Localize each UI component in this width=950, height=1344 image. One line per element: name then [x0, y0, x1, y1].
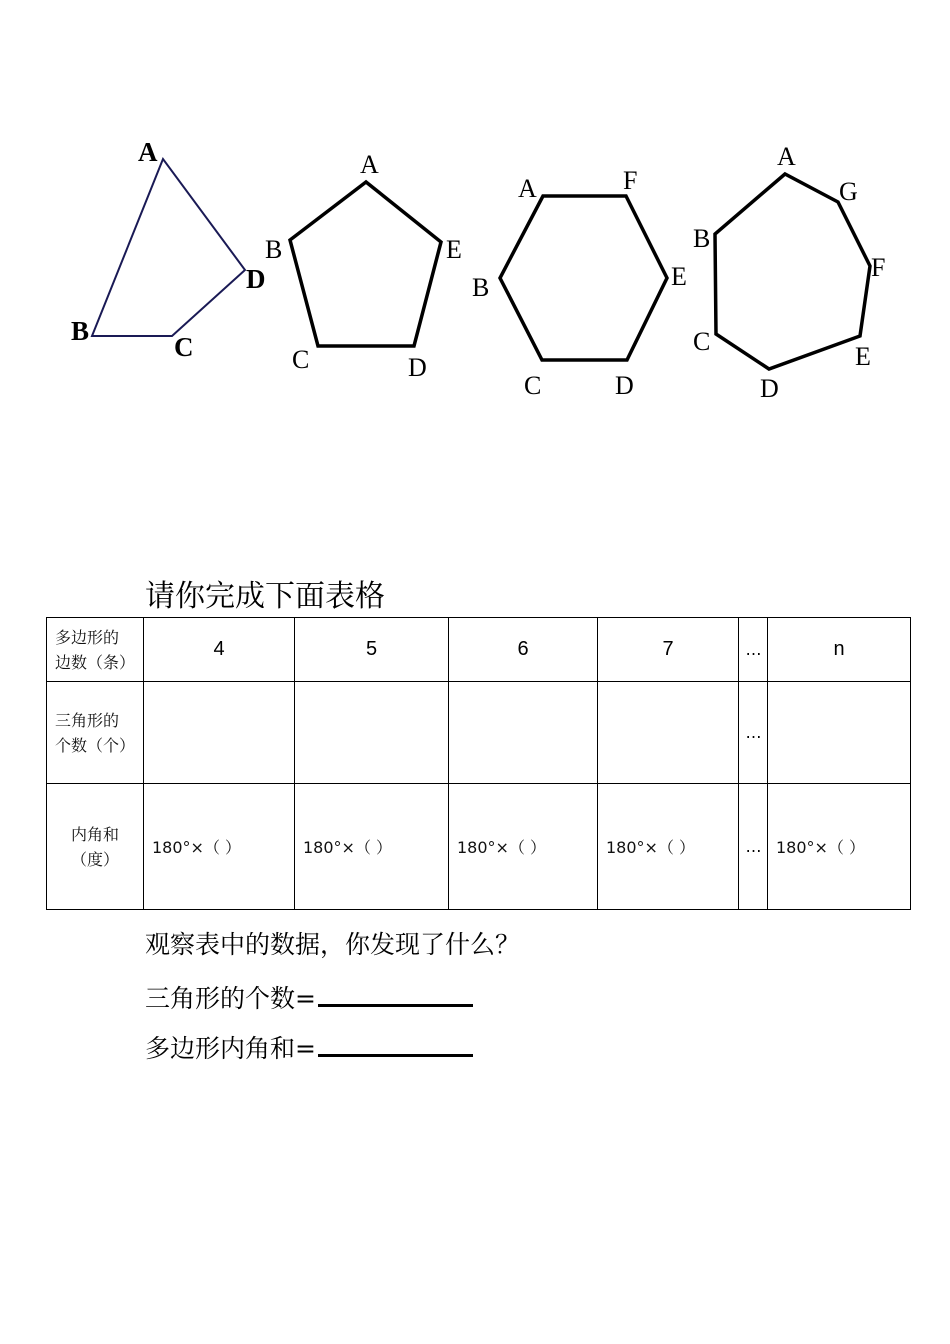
heptagon-label-c: C — [693, 327, 711, 356]
hexagon-label-b: B — [472, 273, 490, 302]
sides-header: 多边形的 边数（条） — [47, 618, 144, 682]
pentagon-label-e: E — [446, 235, 462, 264]
ellipsis-cell: … — [739, 682, 768, 784]
pentagon-label-d: D — [408, 353, 427, 382]
angle-formula-4[interactable]: 180°×（ ） — [144, 784, 295, 910]
table-row — [47, 784, 911, 910]
ellipsis-cell: … — [739, 618, 768, 682]
triangle-count-blank[interactable] — [318, 978, 473, 1007]
heptagon-label-g: G — [839, 177, 858, 206]
heptagon-label-b: B — [693, 224, 711, 253]
quad-label-c: C — [174, 332, 194, 362]
hexagon-label-c: C — [524, 371, 542, 400]
hexagon-label-d: D — [615, 371, 634, 400]
hexagon-label-f: F — [623, 166, 638, 195]
angle-formula-5[interactable]: 180°×（ ） — [295, 784, 449, 910]
triangles-header: 三角形的 个数（个） — [47, 682, 144, 784]
pentagon-label-b: B — [265, 235, 283, 264]
triangles-cell-n[interactable] — [768, 682, 911, 784]
sides-cell-5: 5 — [295, 618, 449, 682]
observe-question: 观察表中的数据，你发现了什么？ — [145, 930, 521, 959]
heptagon-label-e: E — [855, 342, 871, 371]
pentagon-label-c: C — [292, 345, 310, 374]
triangles-cell-7[interactable] — [598, 682, 739, 784]
triangle-count-line — [145, 978, 473, 1016]
angle-formula-n[interactable]: 180°×（ ） — [768, 784, 911, 910]
angle-sum-header: 内角和 （度） — [47, 784, 144, 910]
pentagon-label-a: A — [360, 150, 379, 179]
angle-sum-line — [145, 1028, 473, 1066]
angle-sum-blank[interactable] — [318, 1028, 473, 1057]
sides-cell-4: 4 — [144, 618, 295, 682]
angle-formula-7[interactable]: 180°×（ ） — [598, 784, 739, 910]
table-row — [47, 618, 911, 682]
hexagon-label-e: E — [671, 262, 687, 291]
heptagon-label-f: F — [871, 253, 886, 282]
triangles-cell-6[interactable] — [449, 682, 598, 784]
sides-cell-6: 6 — [449, 618, 598, 682]
triangles-cell-5[interactable] — [295, 682, 449, 784]
quad-label-a: A — [138, 137, 158, 167]
sides-cell-n: n — [768, 618, 911, 682]
ellipsis-cell: … — [739, 784, 768, 910]
angle-sum-label: 多边形内角和= — [145, 1034, 316, 1063]
heptagon-label-d: D — [760, 374, 779, 403]
polygon-angle-table — [46, 617, 911, 910]
pentagon-shape — [290, 182, 441, 346]
triangle-count-label: 三角形的个数= — [145, 984, 316, 1013]
table-row — [47, 682, 911, 784]
instruction-text: 请你完成下面表格 — [145, 579, 385, 614]
angle-formula-6[interactable]: 180°×（ ） — [449, 784, 598, 910]
hexagon-shape — [500, 196, 667, 360]
hexagon-label-a: A — [518, 174, 537, 203]
quadrilateral-shape — [92, 159, 245, 336]
sides-cell-7: 7 — [598, 618, 739, 682]
heptagon-label-a: A — [777, 142, 796, 171]
polygon-figures — [0, 0, 950, 420]
quad-label-d: D — [246, 264, 266, 294]
triangles-cell-4[interactable] — [144, 682, 295, 784]
quad-label-b: B — [71, 316, 90, 346]
